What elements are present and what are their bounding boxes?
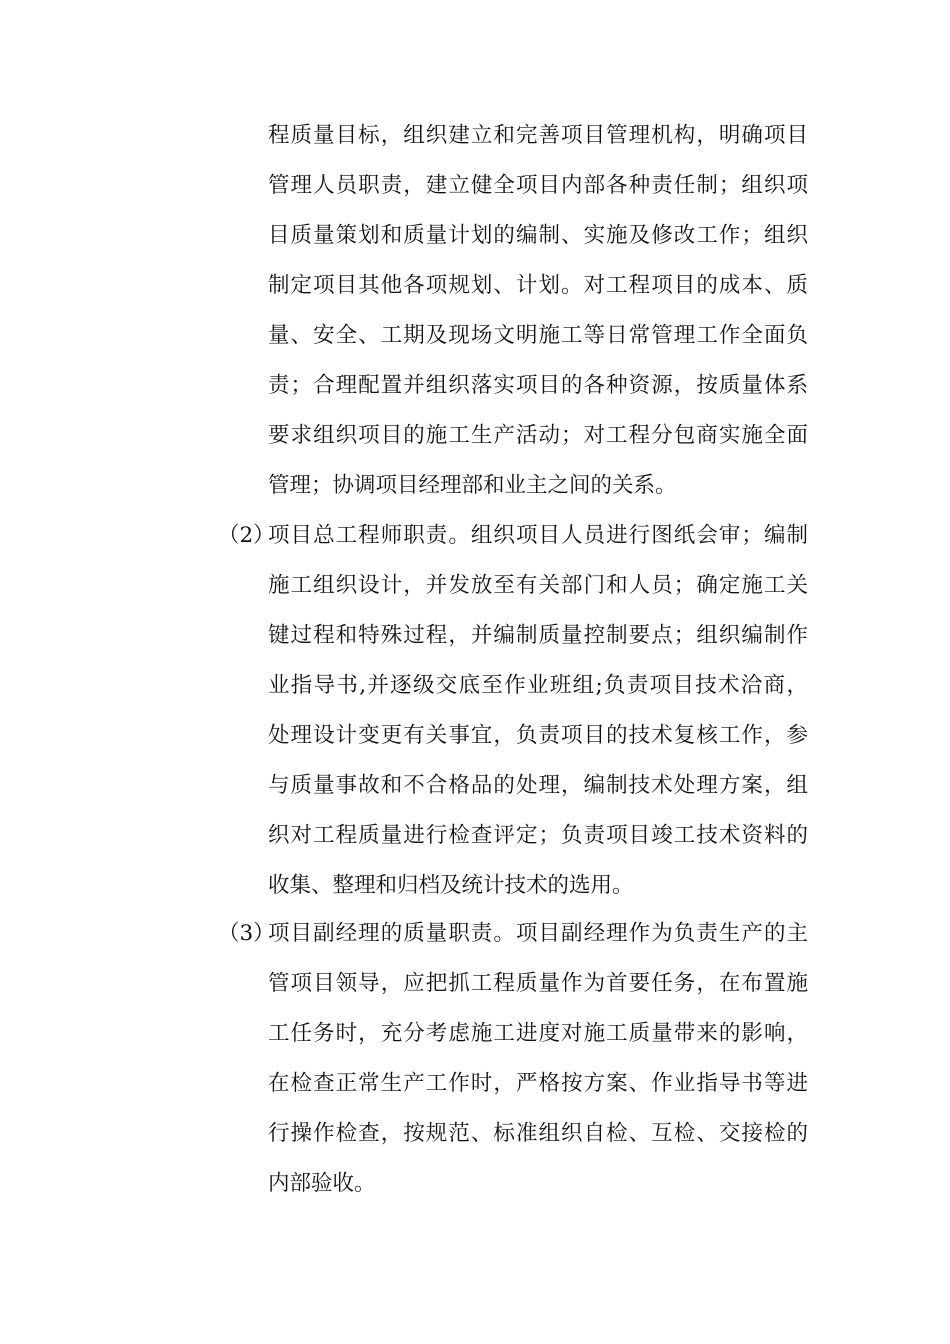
text-line: 键过程和特殊过程，并编制质量控制要点；组织编制作 [268,623,808,648]
text-line: 收集、整理和归档及统计技术的选用。 [268,873,634,898]
item-3-marker: （3） [218,921,275,946]
text-line: 管理；协调项目经理部和业主之间的关系。 [268,473,677,498]
text-line: 管理人员职责，建立健全项目内部各种责任制；组织项 [268,173,808,198]
text-line: 项目总工程师职责。组织项目人员进行图纸会审；编制 [268,523,808,548]
text-line: 织对工程质量进行检查评定；负责项目竣工技术资料的 [268,823,808,848]
text-line: 目质量策划和质量计划的编制、实施及修改工作；组织 [268,223,808,248]
text-line: 处理设计变更有关事宜，负责项目的技术复核工作，参 [268,723,808,748]
text-line: 工任务时，充分考虑施工进度对施工质量带来的影响， [268,1021,808,1046]
text-line: 行操作检查，按规范、标准组织自检、互检、交接检的 [268,1121,808,1146]
text-line: 程质量目标，组织建立和完善项目管理机构，明确项目 [268,123,808,148]
text-line: 与质量事故和不合格品的处理，编制技术处理方案，组 [268,773,808,798]
text-line: 在检查正常生产工作时，严格按方案、作业指导书等进 [268,1071,808,1096]
text-line: 项目副经理的质量职责。项目副经理作为负责生产的主 [268,921,808,946]
text-line: 施工组织设计，并发放至有关部门和人员；确定施工关 [268,573,808,598]
text-line: 量、安全、工期及现场文明施工等日常管理工作全面负 [268,323,808,348]
text-line: 制定项目其他各项规划、计划。对工程项目的成本、质 [268,273,808,298]
text-line: 要求组织项目的施工生产活动；对工程分包商实施全面 [268,423,808,448]
item-2-marker: （2） [218,523,275,548]
intro-paragraph [268,111,808,511]
item-3-paragraph [268,909,808,1209]
text-line: 内部验收。 [268,1171,376,1196]
item-2-paragraph [268,511,808,911]
text-line: 管项目领导，应把抓工程质量作为首要任务，在布置施 [268,971,808,996]
text-line: 责；合理配置并组织落实项目的各种资源，按质量体系 [268,373,808,398]
text-line: 业指导书,并逐级交底至作业班组;负责项目技术洽商， [268,673,808,698]
